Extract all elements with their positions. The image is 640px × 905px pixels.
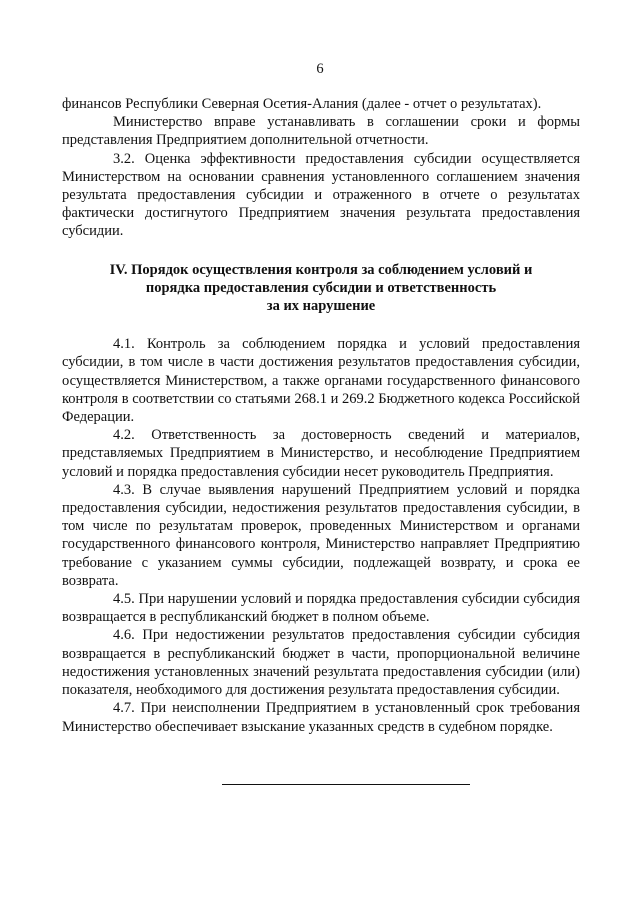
paragraph-3-2: 3.2. Оценка эффективности предоставления субсидии осуществляется Министерством на основании сравнения установленного соглашением значения результата предоставления субсидии и отраженного в отчете о результатах фактически достигнутого Предприятием значения результата предоставления субсидии. xyxy=(62,150,580,240)
section-heading xyxy=(62,261,580,316)
document-body xyxy=(62,95,580,736)
closing-horizontal-rule xyxy=(222,784,470,785)
paragraph-4-1: 4.1. Контроль за соблюдением порядка и условий предоставления субсидии, в том числе в части достижения результатов предоставления субсидии, осуществляется Министерством, а также органами государственного финансового контроля в соответствии со статьями 268.1 и 269.2 Бюджетного кодекса Российской Федерации. xyxy=(62,336,580,426)
paragraph-4-2: 4.2. Ответственность за достоверность сведений и материалов, представляемых Предприятием в Министерство, и несоблюдение Предприятием условий и порядка предоставления субсидии несет руководитель Предприятия. xyxy=(62,427,580,480)
section-heading-line: IV. Порядок осуществления контроля за соблюдением условий и xyxy=(109,261,533,278)
paragraph-continuation: финансов Республики Северная Осетия-Алания (далее - отчет о результатах). xyxy=(62,96,542,112)
paragraph-4-3: 4.3. В случае выявления нарушений Предприятием условий и порядка предоставления субсидии, недостижения результатов предоставления субсидии, в том числе по результатам проверок, проведенных Министерством и органами государственного финансового контроля, Министерство направляет Предприятию требование с указанием суммы субсидии, подлежащей возврату, и срока ее возврата. xyxy=(62,481,580,589)
paragraph-4-6: 4.6. При недостижении результатов предоставления субсидии субсидия возвращается в республиканский бюджет в части, пропорциональной величине недостижения установленных значений результата предоставления субсидии (или) показателя, необходимого для достижения результата предоставления субсидии. xyxy=(62,627,580,699)
section-heading-line: за их нарушение xyxy=(266,298,376,315)
paragraph-4-5: 4.5. При нарушении условий и порядка предоставления субсидии субсидия возвращается в республиканский бюджет в полном объеме. xyxy=(62,591,580,626)
page-number: 6 xyxy=(316,61,324,77)
paragraph-4-7: 4.7. При неисполнении Предприятием в установленный срок требования Министерство обеспечивает взыскание указанных средств в судебном порядке. xyxy=(62,700,580,735)
section-heading-line: порядка предоставления субсидии и ответственность xyxy=(145,279,497,296)
paragraph-additional-reporting: Министерство вправе устанавливать в соглашении сроки и формы представления Предприятием дополнительной отчетности. xyxy=(62,114,580,149)
